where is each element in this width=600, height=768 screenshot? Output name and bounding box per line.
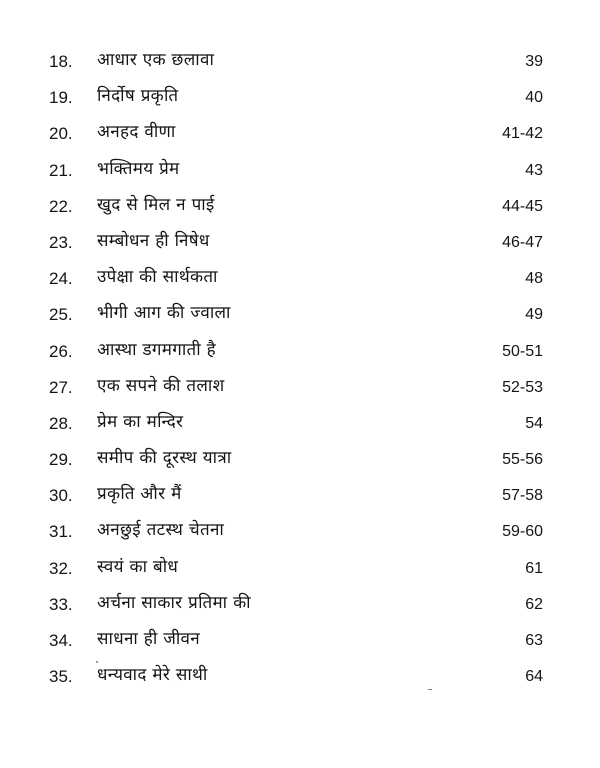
toc-entry-number: 35.: [49, 667, 73, 687]
toc-entry-20: [0, 114, 600, 150]
toc-entry-title: आधार एक छलावा: [97, 50, 215, 70]
toc-entry-page: 40: [525, 89, 543, 107]
toc-entry-number: 25.: [49, 305, 73, 325]
toc-entry-title: सम्बोधन ही निषेध: [97, 230, 210, 251]
toc-entry-title: अर्चना साकार प्रतिमा की: [97, 592, 251, 613]
toc-entry-35: [0, 657, 600, 693]
toc-entry-page: 64: [525, 668, 543, 686]
toc-entry-30: [0, 476, 600, 512]
toc-entry-title: एक सपने की तलाश: [97, 375, 225, 396]
toc-entry-34: [0, 621, 600, 657]
toc-entry-page: 55-56: [502, 451, 543, 469]
toc-entry-27: [0, 368, 600, 404]
table-of-contents: [0, 42, 600, 693]
toc-entry-page: 62: [525, 595, 543, 613]
toc-entry-number: 23.: [49, 232, 73, 252]
toc-entry-title: भक्तिमय प्रेम: [97, 158, 180, 179]
toc-entry-title: अनछुई तटस्थ चेतना: [97, 520, 225, 541]
toc-entry-number: 20.: [49, 124, 73, 144]
toc-entry-title: प्रकृति और मैं: [97, 484, 182, 505]
toc-entry-33: [0, 585, 600, 621]
toc-entry-number: 28.: [49, 413, 73, 433]
toc-entry-number: 29.: [49, 450, 73, 470]
toc-entry-title: अनहद वीणा: [97, 122, 176, 143]
toc-entry-title: साधना ही जीवन: [97, 629, 201, 649]
toc-entry-title: भीगी आग की ज्वाला: [97, 303, 231, 324]
toc-entry-23: [0, 223, 600, 259]
toc-entry-page: 61: [525, 559, 543, 577]
toc-entry-32: [0, 549, 600, 585]
print-speck: [428, 689, 432, 690]
toc-entry-page: 50-51: [502, 342, 543, 360]
toc-entry-number: 32.: [49, 558, 73, 578]
toc-entry-number: 24.: [49, 269, 73, 289]
toc-entry-29: [0, 440, 600, 476]
toc-entry-28: [0, 404, 600, 440]
toc-entry-title: प्रेम का मन्दिर: [97, 411, 184, 432]
toc-entry-31: [0, 512, 600, 548]
toc-entry-page: 46-47: [502, 233, 543, 251]
toc-entry-page: 39: [525, 53, 543, 70]
toc-entry-number: 22.: [49, 196, 73, 216]
toc-entry-page: 52-53: [502, 378, 543, 396]
toc-entry-title: समीप की दूरस्थ यात्रा: [97, 448, 232, 469]
toc-entry-number: 27.: [49, 377, 73, 397]
toc-entry-page: 43: [525, 161, 543, 179]
toc-entry-title: उपेक्षा की सार्थकता: [97, 267, 218, 288]
toc-entry-19: [0, 78, 600, 114]
toc-entry-page: 63: [525, 632, 543, 649]
print-speck: [96, 661, 98, 663]
toc-entry-title: खुद से मिल न पाई: [97, 194, 215, 215]
toc-entry-page: 57-58: [502, 487, 543, 505]
toc-entry-25: [0, 295, 600, 331]
toc-entry-title: धन्यवाद मेरे साथी: [97, 665, 208, 686]
toc-entry-21: [0, 151, 600, 187]
toc-entry-18: [0, 42, 600, 78]
toc-entry-page: 48: [525, 270, 543, 288]
toc-entry-number: 33.: [49, 594, 73, 614]
toc-entry-page: 59-60: [502, 523, 543, 541]
toc-entry-24: [0, 259, 600, 295]
toc-entry-title: स्वयं का बोध: [97, 556, 179, 577]
toc-entry-number: 31.: [49, 522, 73, 542]
toc-entry-page: 44-45: [502, 197, 543, 215]
toc-entry-number: 18.: [49, 52, 73, 71]
toc-entry-number: 19.: [49, 88, 73, 108]
toc-entry-number: 34.: [49, 631, 73, 650]
toc-entry-page: 41-42: [502, 125, 543, 143]
toc-entry-number: 30.: [49, 486, 73, 506]
toc-entry-title: निर्दोष प्रकृति: [97, 86, 179, 107]
toc-entry-26: [0, 332, 600, 368]
toc-entry-title: आस्था डगमगाती है: [97, 339, 216, 360]
toc-entry-page: 49: [525, 306, 543, 324]
toc-entry-number: 21.: [49, 160, 73, 180]
toc-entry-22: [0, 187, 600, 223]
toc-entry-page: 54: [525, 414, 543, 432]
toc-entry-number: 26.: [49, 341, 73, 361]
